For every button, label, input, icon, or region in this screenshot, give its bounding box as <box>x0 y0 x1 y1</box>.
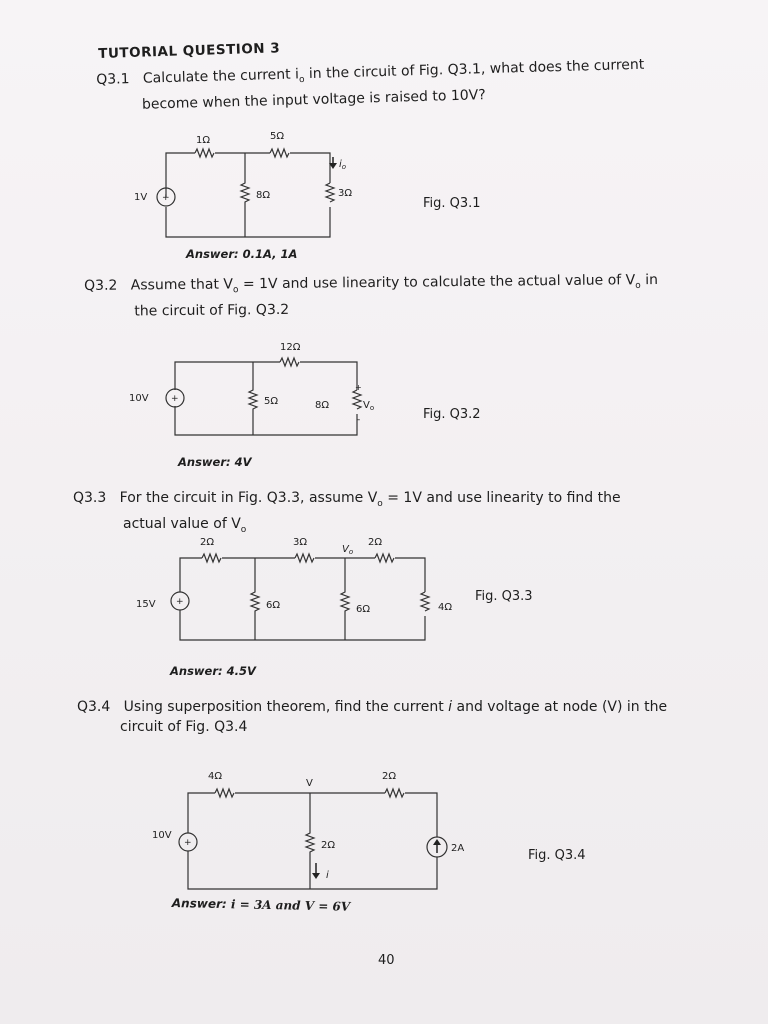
q33-r6-label: 4Ω <box>438 602 453 613</box>
q2-sub2: o <box>635 280 641 292</box>
q34-r2-label: 2Ω <box>382 771 397 782</box>
q3-number: Q3.3 <box>73 490 107 506</box>
q33-r4-label: 6Ω <box>266 600 281 611</box>
circuit-q34 <box>145 765 485 895</box>
page-number: 40 <box>378 953 395 968</box>
fig-q33-label: Fig. Q3.3 <box>475 589 533 604</box>
q2-text-c: in <box>640 271 659 289</box>
q34-answer-prefix: Answer: <box>171 896 232 912</box>
q34-answer-values: i = 3A and V = 6V <box>230 897 351 914</box>
q31-r3-label: 8Ω <box>256 190 271 201</box>
q3-sub2: o <box>240 524 247 535</box>
q31-source-label: 1V <box>134 192 148 203</box>
svg-text:Vo <box>363 400 374 412</box>
q1-text-a: Calculate the current i <box>142 66 300 87</box>
q4-text-b: and voltage at node (V) in the <box>452 699 668 715</box>
q4-text-a: Using superposition theorem, find the current <box>123 699 449 715</box>
q32-r-top-label: 12Ω <box>280 342 301 353</box>
q3-text-b: = 1V and use linearity to find the <box>382 490 621 506</box>
svg-text:+: + <box>171 394 179 404</box>
q32-r2-label: 8Ω <box>315 400 330 411</box>
svg-text:+: + <box>162 193 170 203</box>
fig-q34-label: Fig. Q3.4 <box>528 848 586 863</box>
arrow-up-icon <box>433 839 441 845</box>
q32-r1-label: 5Ω <box>264 396 279 407</box>
q31-r1-label: 1Ω <box>196 135 211 146</box>
circuit-q31 <box>130 125 360 245</box>
q33-r1-label: 2Ω <box>200 537 215 548</box>
arrow-down-icon <box>312 873 320 879</box>
q34-r1-label: 4Ω <box>208 771 223 782</box>
q31-r2-label: 5Ω <box>270 131 285 142</box>
q34-r3-label: 2Ω <box>321 840 336 851</box>
q1-text <box>96 53 697 116</box>
q33-r5-label: 6Ω <box>356 604 371 615</box>
q33-r3-label: 2Ω <box>368 537 383 548</box>
q4-number: Q3.4 <box>77 699 111 715</box>
svg-text:Vo <box>342 544 353 556</box>
q33-source-label: 15V <box>136 599 156 610</box>
q32-source-label: 10V <box>129 393 149 404</box>
q2-number: Q3.2 <box>84 277 118 294</box>
q2-text-a: Assume that V <box>130 276 234 294</box>
q2-text-b: = 1V and use linearity to calculate the actual value of V <box>238 272 636 293</box>
fig-q31-label: Fig. Q3.1 <box>423 196 481 211</box>
q32-minus: - <box>357 415 361 425</box>
q32-plus: + <box>355 383 362 392</box>
q4-text <box>77 697 717 737</box>
q1-text-c: become when the input voltage is raised to 10V? <box>141 86 486 113</box>
q2-text <box>84 270 704 322</box>
q34-answer <box>172 896 351 914</box>
q33-r2-label: 3Ω <box>293 537 308 548</box>
q3-text-a: For the circuit in Fig. Q3.3, assume V <box>119 490 378 506</box>
svg-text:io <box>339 159 346 171</box>
q32-vo-label: V <box>363 400 370 411</box>
q4-ivar: i <box>448 699 453 715</box>
q33-vo-label: V <box>342 544 349 555</box>
q31-current-label: i <box>339 159 342 170</box>
svg-text:+: + <box>184 838 192 848</box>
fig-q32-label: Fig. Q3.2 <box>423 407 481 422</box>
q4-text-c: circuit of Fig. Q3.4 <box>120 719 248 735</box>
q33-vo-sub: o <box>348 548 354 556</box>
q2-text-d: the circuit of Fig. Q3.2 <box>134 301 290 320</box>
q34-node-label: V <box>306 778 313 789</box>
q32-vo-sub: o <box>369 404 375 412</box>
q33-answer: Answer: 4.5V <box>170 664 256 678</box>
circuit-q33 <box>130 530 460 655</box>
q2-sub: o <box>232 285 239 296</box>
q31-r4-label: 3Ω <box>338 188 353 199</box>
q32-answer: Answer: 4V <box>178 455 252 469</box>
q1-number: Q3.1 <box>96 71 130 88</box>
q3-sub: o <box>377 498 383 509</box>
svg-text:+: + <box>176 597 184 607</box>
q34-isrc-label: 2A <box>451 843 465 854</box>
q31-current-sub: o <box>341 163 347 171</box>
q1-sub: o <box>298 74 305 86</box>
q34-source-label: 10V <box>152 830 172 841</box>
q3-text-c: actual value of V <box>123 515 241 532</box>
q1-text-b: in the circuit of Fig. Q3.1, what does the current <box>304 56 645 83</box>
circuit-q32 <box>125 338 385 448</box>
page-title: TUTORIAL QUESTION 3 <box>98 40 281 62</box>
q34-current-label: i <box>326 870 329 881</box>
q31-answer: Answer: 0.1A, 1A <box>186 247 298 261</box>
